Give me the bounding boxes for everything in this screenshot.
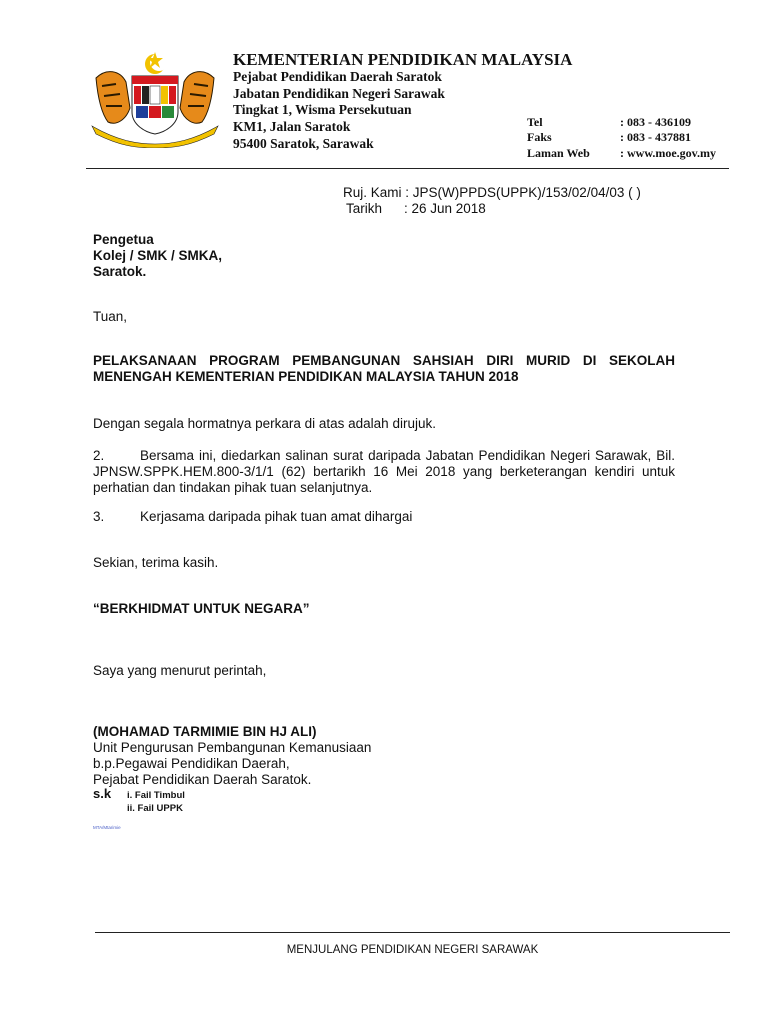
copy-item-1: i. Fail Timbul: [127, 790, 185, 801]
recipient-line-2: Kolej / SMK / SMKA,: [93, 248, 223, 263]
address-line-2: Jabatan Pendidikan Negeri Sarawak: [233, 86, 445, 101]
salutation: Tuan,: [93, 309, 128, 324]
closing-order: Saya yang menurut perintah,: [93, 663, 267, 678]
paragraph-3-text: Kerjasama daripada pihak tuan amat dihargai: [140, 509, 413, 524]
tel-label: Tel: [527, 115, 543, 129]
date-label: Tarikh: [346, 201, 383, 216]
paragraph-1: Dengan segala hormatnya perkara di atas adalah dirujuk.: [93, 416, 436, 431]
footer-slogan: MENJULANG PENDIDIKAN NEGERI SARAWAK: [286, 944, 539, 956]
reference-number: Ruj. Kami : JPS(W)PPDS(UPPK)/153/02/04/03 ( ): [343, 185, 641, 200]
signatory-line-3: Pejabat Pendidikan Daerah Saratok.: [93, 772, 312, 787]
typist-note: MTA/Mtarimie: [93, 825, 121, 830]
fax-value: : 083 - 437881: [620, 130, 691, 144]
address-line-5: 95400 Saratok, Sarawak: [233, 136, 374, 151]
paragraph-2-number: 2.: [93, 448, 105, 463]
paragraph-2: [93, 448, 675, 496]
recipient-line-3: Saratok.: [93, 264, 147, 279]
website-label: Laman Web: [527, 146, 590, 160]
ministry-name: KEMENTERIAN PENDIDIKAN MALAYSIA: [233, 50, 573, 69]
paragraph-3: [93, 509, 675, 525]
letter-subject: PELAKSANAAN PROGRAM PEMBANGUNAN SAHSIAH DIRI MURID DI SEKOLAH MENENGAH KEMENTERIAN PENDIDIKAN MALAYSIA TAHUN 2018: [93, 353, 675, 384]
closing-thanks: Sekian, terima kasih.: [93, 555, 219, 570]
signatory-line-2: b.p.Pegawai Pendidikan Daerah,: [93, 756, 290, 771]
closing-motto: “BERKHIDMAT UNTUK NEGARA”: [93, 601, 310, 616]
recipient-line-1: Pengetua: [93, 232, 154, 247]
date-value: : 26 Jun 2018: [404, 201, 486, 216]
website-value: : www.moe.gov.my: [620, 146, 716, 160]
signatory-line-1: Unit Pengurusan Pembangunan Kemanusiaan: [93, 740, 372, 755]
paragraph-2-text: Bersama ini, diedarkan salinan surat daripada Jabatan Pendidikan Negeri Sarawak, Bil. JPNSW.SPPK.HEM.800-3/1/1 (62) bertarikh 16 Mei 2018 yang berketerangan kendiri untuk perhatian dan tindakan pihak tuan selanjutnya.: [93, 448, 675, 495]
footer-divider: [95, 932, 730, 933]
tel-value: : 083 - 436109: [620, 115, 691, 129]
address-line-3: Tingkat 1, Wisma Persekutuan: [233, 102, 412, 117]
paragraph-3-number: 3.: [93, 509, 105, 524]
copy-item-2: ii. Fail UPPK: [127, 803, 183, 814]
copies-label: s.k: [93, 786, 112, 801]
signatory-name: (MOHAMAD TARMIMIE BIN HJ ALI): [93, 724, 317, 739]
coat-of-arms-emblem: [86, 48, 224, 148]
address-line-4: KM1, Jalan Saratok: [233, 119, 351, 134]
header-divider: [86, 168, 729, 169]
address-line-1: Pejabat Pendidikan Daerah Saratok: [233, 69, 442, 84]
fax-label: Faks: [527, 130, 552, 144]
